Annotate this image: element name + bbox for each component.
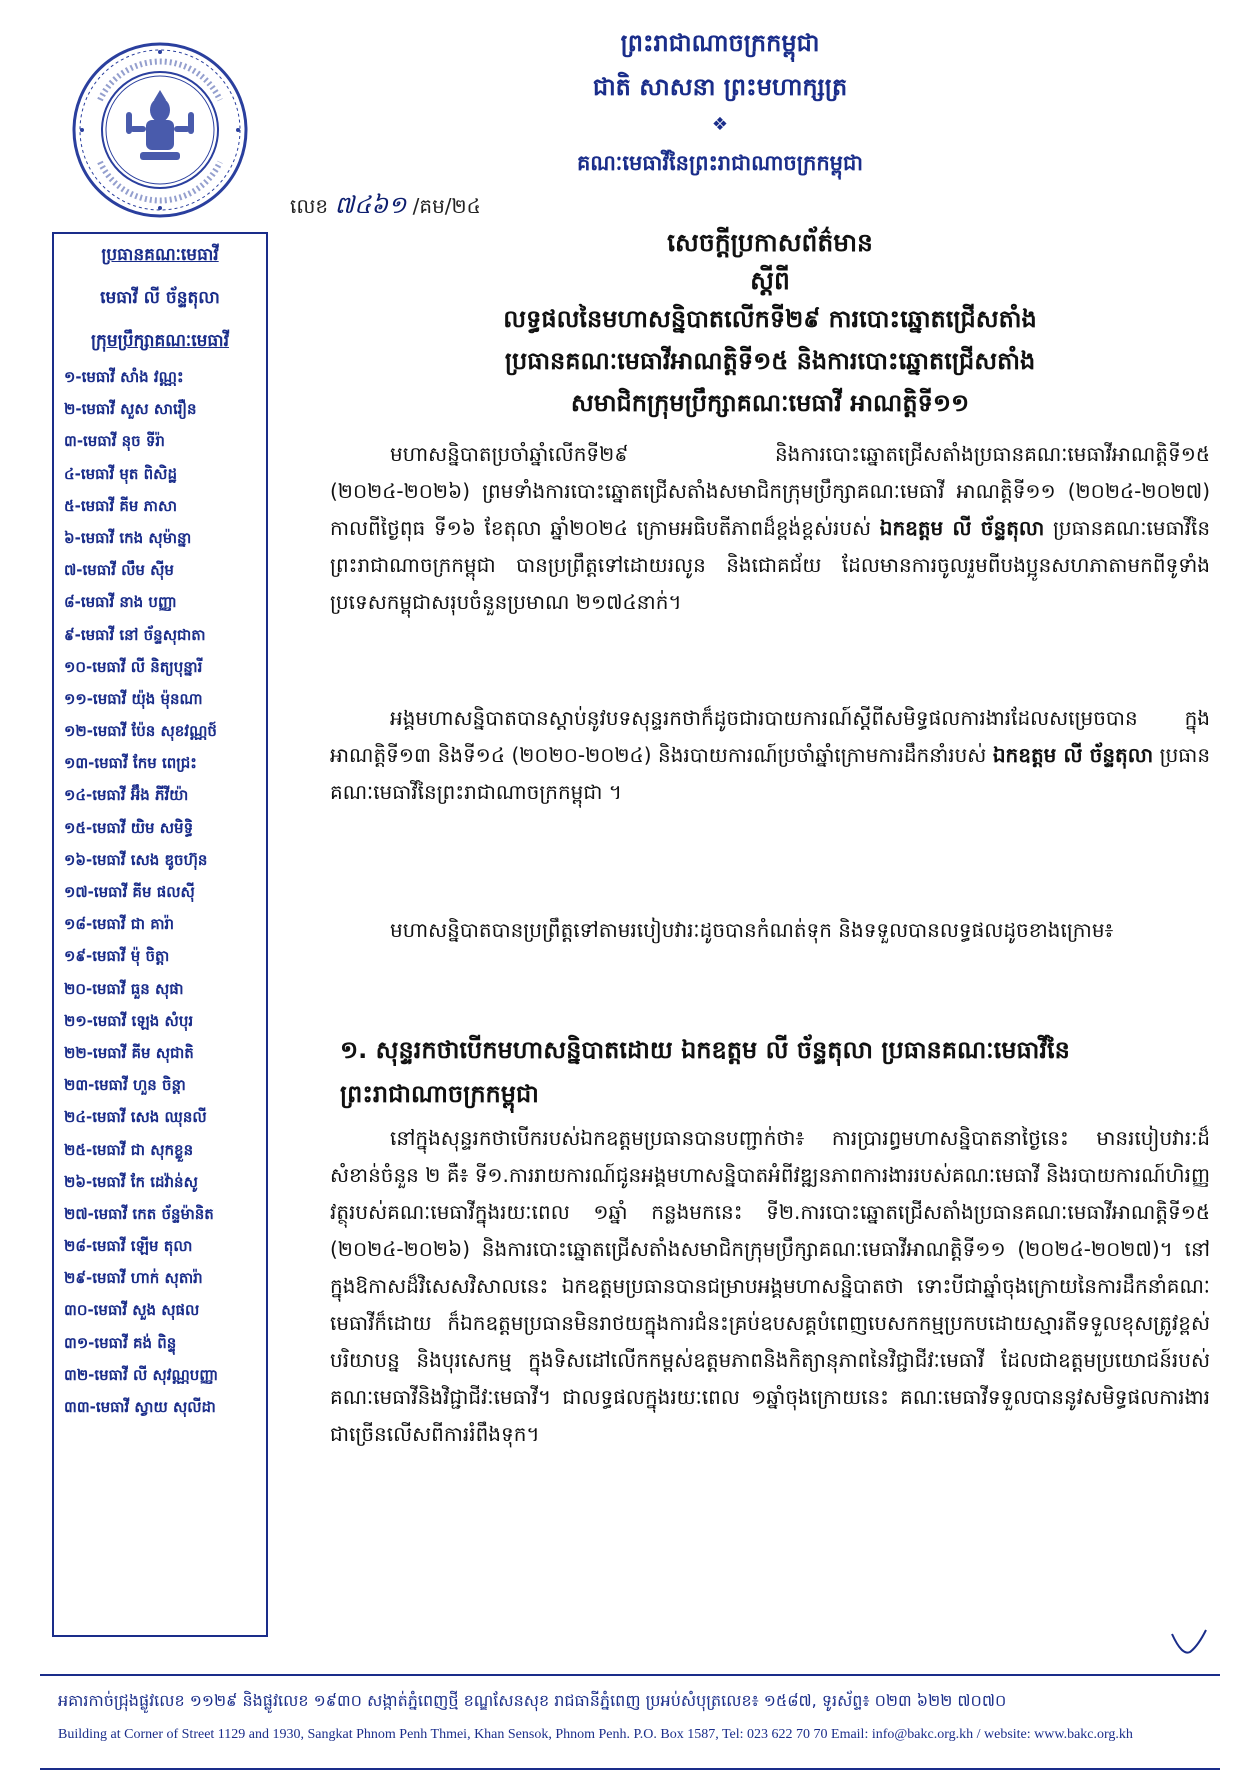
council-member: ២៥-មេធាវី ជា សុកខ្លួន [64,1140,194,1159]
council-member: ៣០-មេធាវី សួង សុផល [64,1301,200,1320]
council-member: ៦-មេធាវី កេង សុម៉ាន្នា [64,528,192,547]
council-member: ៩-មេធាវី នៅ ច័ន្ទសុជាតា [64,625,206,644]
council-member: ២៣-មេធាវី ហួន ចិន្តា [64,1076,186,1095]
council-member-list [54,361,266,1423]
council-member: ១-មេធាវី សាំង វណ្ណះ [64,368,184,386]
paragraph-2 [330,700,1210,811]
council-member: ១២-មេធាវី ប៉ែន សុខវណ្ណថ៍ [64,722,217,741]
council-member: ១៥-មេធាវី យិម សមិទ្ធិ [64,818,194,837]
paragraph-2-text-a: អង្គមហាសន្និបាតបានស្តាប់នូវបទសុន្ទរកថាក៏ដូចជារបាយការណ៍ស្តីពីសមិទ្ធផលការងារដែលសម្រេចបាន ក្នុងអាណត្តិទី១៣ និងទី១៤ (២០២០-២០២៤) និងរបាយការណ៍ប្រចាំឆ្នាំក្រោមការដឹកនាំរបស់ [330,706,1210,767]
paragraph-1-bold-name: ឯកឧត្តម លី ច័ន្ទតុលា [879,516,1045,540]
council-member: ១៨-មេធាវី ជា គារ៉ា [64,915,175,934]
council-member: ១០-មេធាវី លី និត្យបុន្នារី [64,657,203,676]
council-member: ២១-មេធាវី ឡេង សំបុរ [64,1011,194,1030]
reference-suffix: /គម/២៤ [412,194,481,218]
council-member: ២៧-មេធាវី កេត ច័ន្ទម៉ានិត [64,1204,214,1223]
council-member: ២៨-មេធាវី ឡើម តុលា [64,1237,193,1256]
paragraph-2-text-b: ប្រធានគណៈមេធាវីនៃព្រះរាជាណាចក្រកម្ពុជា ។ [330,743,1211,804]
title-line-3: សមាជិកក្រុមប្រឹក្សាគណៈមេធាវី អាណត្តិទី១១ [570,389,970,417]
council-member: ២៤-មេធាវី សេង ឈុនលី [64,1108,207,1127]
kingdom-heading: ព្រះរាជាណាចក្រកម្ពុជា [620,29,820,57]
council-member: ៨-មេធាវី នាង បញ្ញា [64,593,177,612]
council-member: ៣៣-មេធាវី ស្វាយ សុលីដា [64,1398,216,1416]
council-member: ២៩-មេធាវី ហាក់ សុតារ៉ា [64,1269,203,1288]
paragraph-3 [330,912,1210,949]
council-member: ២៦-មេធាវី កែ ដេវ៉ាន់សូ [64,1172,198,1191]
paragraph-1-text-b: ប្រធានគណៈមេធាវីនៃព្រះរាជាណាចក្រកម្ពុជា បានប្រព្រឹត្តទៅដោយរលូន និងជោគជ័យ ដែលមានការចូលរួមពីបងប្អូនសហភាតាមកពីទូទាំងប្រទេសកម្ពុជាសរុបចំនួនប្រមាណ ២១៧៤នាក់។ [330,516,1211,614]
initial-mark [1168,1626,1210,1660]
council-member: ៣១-មេធាវី គង់ ពិន្ទុ [64,1333,177,1352]
council-member: ៧-មេធាវី លឹម ស៊ីម [64,561,174,580]
title-line-2: ប្រធានគណៈមេធាវីអាណត្តិទី១៥ និងការបោះឆ្នោតជ្រើសតាំង [504,347,1036,375]
reference-prefix: លេខ [290,194,329,218]
footer-address-khmer: អគារកាច់ជ្រុងផ្លូវលេខ ១១២៩ និងផ្លូវលេខ ១៩៣០ សង្កាត់ភ្នំពេញថ្មី ខណ្ឌសែនសុខ រាជធានីភ្នំពេញ ប្រអប់សំបុត្រលេខ៖ ១៥៨៧, ទូរស័ព្ទ៖ ០២៣ ៦២២ ៧០៧០ [58,1691,1007,1710]
reference-number [290,190,481,225]
paragraph-4-text: នៅក្នុងសុន្ទរកថាបើករបស់ឯកឧត្តមប្រធានបានបញ្ជាក់ថា៖ ការប្រារព្ធមហាសន្និបាតនាថ្ងៃនេះ មានរបៀបវារៈដ៏សំខាន់ចំនួន ២ គឺ៖ ទី១.ការរាយការណ៍ជូនអង្គមហាសន្និបាតអំពីវឌ្ឍនភាពការងាររបស់គណៈមេធាវី និងរបាយការណ៍ហិរញ្ញវត្ថុរបស់គណៈមេធាវីក្នុងរយៈពេល ១ឆ្នាំ កន្លងមកនេះ ទី២.ការបោះឆ្នោតជ្រើសតាំងប្រធានគណៈមេធាវីអាណត្តិទី១៥ (២០២៤-២០២៦) និងការបោះឆ្នោតជ្រើសតាំងសមាជិកក្រុមប្រឹក្សាគណៈមេធាវីអាណត្តិទី១១ (២០២៤-២០២៧)។ នៅក្នុងឱកាសដ៏វិសេសវិសាលនេះ ឯកឧត្តមប្រធានបានជម្រាបអង្គមហាសន្និបាតថា ទោះបីជាឆ្នាំចុងក្រោយនៃការដឹកនាំគណៈមេធាវីក៏ដោយ ក៏ឯកឧត្តមប្រធានមិនរាថយក្នុងការជំនះគ្រប់ឧបសគ្គបំពេញបេសកកម្មប្រកបដោយស្មារតីទទួលខុសត្រូវខ្ពស់ បរិយាបន្ន និងបុរសេកម្ម ក្នុងទិសដៅលើកកម្ពស់ឧត្តមភាពនិងកិត្យានុភាពនៃវិជ្ជាជីវៈមេធាវី ដែលជាឧត្តមប្រយោជន៍របស់គណៈមេធាវីនិងវិជ្ជាជីវៈមេធាវី។ ជាលទ្ធផលក្នុងរយៈពេល ១ឆ្នាំចុងក្រោយនេះ គណៈមេធាវីទទួលបាននូវសមិទ្ធផលការងារជាច្រើនលើសពីការរំពឹងទុក។ [330,1126,1210,1446]
title-line-1: លទ្ធផលនៃមហាសន្និបាតលើកទី២៩ ការបោះឆ្នោតជ្រើសតាំង [503,305,1037,333]
footer-address-english: Building at Corner of Street 1129 and 1930, Sangkat Phnom Penh Thmei, Khan Sensok, Phnom Penh. P.O. Box 1587, Tel: 023 622 70 70 Email: info@bakc.org.kh / website: www.bakc.org.kh [58,1727,1133,1742]
title-about: ស្តីពី [750,266,790,295]
council-member: ១៩-មេធាវី ម៉ុ ចិត្តា [64,947,170,966]
council-member: ៥-មេធាវី គីម ភាសា [64,496,177,515]
paragraph-3-text: មហាសន្និបាតបានប្រព្រឹត្តទៅតាមរបៀបវារៈដូចបានកំណត់ទុក និងទទួលបានលទ្ធផលដូចខាងក្រោម៖ [390,918,1114,942]
president-heading: ប្រធានគណៈមេធាវី [101,245,219,265]
paragraph-1-text-a: មហាសន្និបាតប្រចាំឆ្នាំលើកទី២៩ និងការបោះឆ្នោតជ្រើសតាំងប្រធានគណៈមេធាវីអាណត្តិទី១៥ (២០២៤-២០២៦) ព្រមទាំងការបោះឆ្នោតជ្រើសតាំងសមាជិកក្រុមប្រឹក្សាគណៈមេធាវី អាណត្តិទី១១ (២០២៤-២០២៧) កាលពីថ្ងៃពុធ ទី១៦ ខែតុលា ឆ្នាំ២០២៤ ក្រោមអធិបតីភាពដ៏ខ្ពង់ខ្ពស់របស់ [330,442,1210,540]
footer-divider-bottom [40,1768,1220,1770]
document-title: សេចក្តីប្រកាសព័ត៌មាន [667,228,873,257]
bar-association-seal [70,40,250,220]
council-member: ២០-មេធាវី ធួន សុផា [64,979,184,998]
council-heading: ក្រុមប្រឹក្សាគណៈមេធាវី [90,331,229,351]
president-name: មេធាវី លី ច័ន្ទតុលា [100,288,220,308]
reference-handwritten-number: ៧៤៦១ [334,191,407,219]
council-member: ១៤-មេធាវី អ៊ឹង ភីវីយ៉ា [64,786,189,805]
footer-divider [40,1674,1220,1676]
council-member: ១៦-មេធាវី សេង ឌូចហ៊ុន [64,850,208,869]
paragraph-2-bold-name: ឯកឧត្តម លី ច័ន្ទតុលា [992,743,1154,767]
motto-heading: ជាតិ សាសនា ព្រះមហាក្សត្រ [592,73,848,101]
paragraph-1 [330,436,1210,621]
council-member: ២២-មេធាវី គីម សុជាតិ [64,1043,194,1062]
organization-heading: គណៈមេធាវីនៃព្រះរាជាណាចក្រកម្ពុជា [576,151,864,175]
council-member: ៤-មេធាវី មុត ពិសិដ្ឋ [64,464,177,483]
council-member: ១៣-មេធាវី កែម ពេជ្រះ [64,754,197,773]
paragraph-4 [330,1120,1210,1453]
ornament: ❖ [711,114,729,135]
section-1-heading: ១. សុន្ទរកថាបើកមហាសន្និបាតដោយ ឯកឧត្តម លី ច័ន្ទតុលា ប្រធានគណៈមេធាវីនៃព្រះរាជាណាចក្រកម្ពុជា [340,1036,1070,1108]
council-member: ១១-មេធាវី យ៉ុង ម៉ុនណា [64,689,203,708]
council-member: ២-មេធាវី សួស សារឿន [64,400,197,419]
council-member: ៣២-មេធាវី លី សុវណ្ណបញ្ញា [64,1365,219,1384]
council-member: ១៧-មេធាវី គីម ផលស៊ី [64,883,195,901]
council-member: ៣-មេធាវី នុច ទីរ៉ា [64,432,165,451]
council-sidebar [52,232,268,1637]
